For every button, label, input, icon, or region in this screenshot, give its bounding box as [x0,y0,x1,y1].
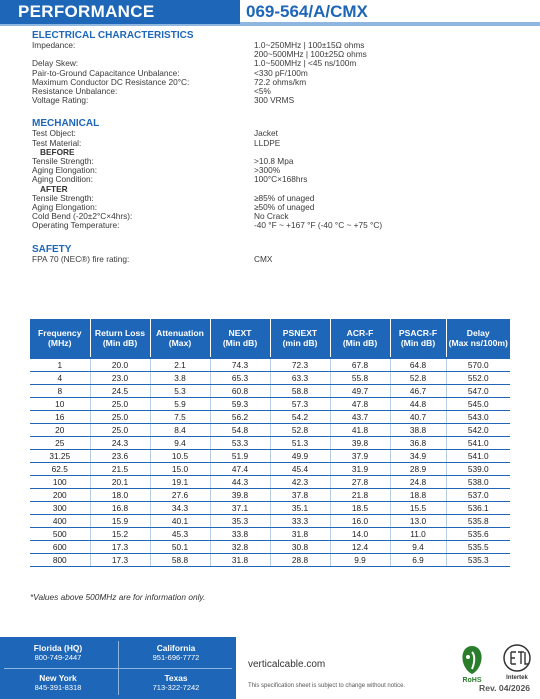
table-cell: 25.0 [90,398,150,411]
spec-row [32,221,512,230]
table-cell: 40.7 [390,411,446,424]
table-cell: 30.8 [270,541,330,554]
header-line: Return Loss [94,328,146,338]
spec-value: LLDPE [254,137,281,148]
table-cell: 64.8 [390,358,446,372]
table-cell: 8.4 [150,424,210,437]
header-line: (Max ns/100m) [448,338,508,348]
table-header-row [30,319,510,358]
office-name: California [156,643,196,653]
table-cell: 44.8 [390,398,446,411]
table-cell: 15.0 [150,463,210,476]
table-body [30,358,510,567]
table-row [30,476,510,489]
offices-panel [0,637,236,699]
spec-label: Cold Bend (-20±2°C×4hrs): [32,211,133,222]
table-cell: 1 [30,358,90,372]
header-line: (Min dB) [102,338,138,348]
office-name: Texas [164,673,188,683]
header-line: Attenuation [156,328,204,338]
table-cell: 52.8 [390,372,446,385]
table-row [30,502,510,515]
spec-row [32,255,512,264]
electrical-title: ELECTRICAL CHARACTERISTICS [32,30,194,41]
table-cell: 18.8 [390,489,446,502]
table-cell: 51.9 [210,450,270,463]
table-cell: 18.0 [90,489,150,502]
spec-value: >10.8 Mpa [254,156,294,167]
table-cell: 9.4 [390,541,446,554]
spec-label: Pair-to-Ground Capacitance Unbalance: [32,67,180,78]
table-cell: 16.0 [330,515,390,528]
spec-value: Jacket [254,128,278,139]
office-name: New York [39,673,77,683]
table-row [30,515,510,528]
table-cell: 31.9 [330,463,390,476]
table-row [30,489,510,502]
table-row [30,528,510,541]
header-line: (min dB) [282,338,318,348]
table-cell: 53.3 [210,437,270,450]
spec-value: 300 VRMS [254,95,295,106]
table-cell: 15.5 [390,502,446,515]
table-cell: 400 [30,515,90,528]
table-cell: 541.0 [446,450,510,463]
table-cell: 39.8 [330,437,390,450]
table-cell: 8 [30,385,90,398]
etl-label: Intertek [506,675,528,681]
table-cell: 10 [30,398,90,411]
table-cell: 14.0 [330,528,390,541]
header-line: Delay [466,328,490,338]
revision-text: Rev. 04/2026 [479,683,530,693]
table-row [30,437,510,450]
table-cell: 18.5 [330,502,390,515]
table-row [30,358,510,372]
spec-value: >300% [254,165,281,176]
table-cell: 63.3 [270,372,330,385]
table-row [30,450,510,463]
table-cell: 35.3 [210,515,270,528]
spec-label: Impedance: [32,40,76,50]
table-cell: 58.8 [150,554,210,567]
office-phone: 800-749-2447 [34,653,82,662]
website-link[interactable]: verticalcable.com [248,659,326,670]
table-cell: 541.0 [446,437,510,450]
table-cell: 9.9 [330,554,390,567]
table-cell: 59.3 [210,398,270,411]
table-cell: 570.0 [446,358,510,372]
table-cell: 24.5 [90,385,150,398]
table-cell: 51.3 [270,437,330,450]
table-cell: 11.0 [390,528,446,541]
table-cell: 20.1 [90,476,150,489]
table-cell: 21.5 [90,463,150,476]
spec-label: Delay Skew: [32,58,79,69]
table-cell: 543.0 [446,411,510,424]
table-cell: 547.0 [446,385,510,398]
table-cell: 5.9 [150,398,210,411]
header-line: PSNEXT [282,328,318,338]
table-cell: 47.8 [330,398,390,411]
table-cell: 42.3 [270,476,330,489]
table-row [30,385,510,398]
table-header-cell [330,319,390,358]
table-cell: 47.4 [210,463,270,476]
divider [4,668,232,669]
spec-label: Aging Elongation: [32,165,98,176]
spec-label: Resistance Unbalance: [32,86,118,97]
table-cell: 62.5 [30,463,90,476]
spec-label: Tensile Strength: [32,192,94,203]
table-cell: 538.0 [446,476,510,489]
table-cell: 38.8 [390,424,446,437]
performance-table-wrap [30,319,510,567]
table-cell: 31.8 [270,528,330,541]
table-cell: 55.8 [330,372,390,385]
table-cell: 15.2 [90,528,150,541]
table-row [30,463,510,476]
disclaimer-text: This specification sheet is subject to change without notice. [248,683,406,689]
table-cell: 15.9 [90,515,150,528]
table-row [30,398,510,411]
page-title: PERFORMANCE [18,2,155,21]
performance-table [30,319,510,567]
table-cell: 33.8 [210,528,270,541]
table-footnote: *Values above 500MHz are for information only. [30,592,206,602]
table-cell: 12.4 [330,541,390,554]
header-line: PSACR-F [398,328,438,338]
office-phone: 713-322-7242 [152,683,200,692]
table-cell: 23.6 [90,450,150,463]
table-cell: 45.3 [150,528,210,541]
spec-row [32,41,512,59]
rohs-leaf-icon [458,643,486,677]
table-cell: 13.0 [390,515,446,528]
table-cell: 54.8 [210,424,270,437]
table-cell: 535.8 [446,515,510,528]
spec-value: 72.2 ohms/km [254,76,307,87]
table-header-cell [446,319,510,358]
spec-value: No Crack [254,211,289,222]
table-cell: 60.8 [210,385,270,398]
table-cell: 56.2 [210,411,270,424]
spec-label: FPA 70 (NEC®) fire rating: [32,253,130,264]
header-line: (Min dB) [400,338,436,348]
spec-value: CMX [254,253,273,264]
spec-label: Test Object: [32,128,76,139]
office-california [126,643,226,662]
table-cell: 10.5 [150,450,210,463]
table-cell: 7.5 [150,411,210,424]
table-cell: 9.4 [150,437,210,450]
table-cell: 6.9 [390,554,446,567]
table-row [30,411,510,424]
table-cell: 500 [30,528,90,541]
spec-value: 1.0~500MHz | <45 ns/100m [254,58,357,69]
table-cell: 49.7 [330,385,390,398]
table-cell: 2.1 [150,358,210,372]
table-cell: 74.3 [210,358,270,372]
table-cell: 37.9 [330,450,390,463]
table-header-cell [210,319,270,358]
table-cell: 31.8 [210,554,270,567]
table-cell: 54.2 [270,411,330,424]
spec-value: 100°C×168hrs [254,174,308,185]
table-cell: 300 [30,502,90,515]
table-cell: 19.1 [150,476,210,489]
table-cell: 545.0 [446,398,510,411]
spec-label: Operating Temperature: [32,220,120,231]
table-cell: 3.8 [150,372,210,385]
table-cell: 4 [30,372,90,385]
spec-value: ≥85% of unaged [254,192,315,203]
spec-value: <330 pF/100m [254,67,308,78]
table-cell: 27.6 [150,489,210,502]
spec-label: Aging Elongation: [32,202,98,213]
header-line: NEXT [228,328,252,338]
table-cell: 16.8 [90,502,150,515]
header-line: (Min dB) [342,338,378,348]
part-code: 069-564/A/CMX [240,0,540,24]
spec-row [32,139,512,148]
header-line: (MHz) [48,338,72,348]
spec-row [32,96,512,105]
table-cell: 536.1 [446,502,510,515]
office-texas [126,673,226,692]
table-cell: 24.3 [90,437,150,450]
office-phone: 845-391-8318 [34,683,82,692]
table-cell: 65.3 [210,372,270,385]
table-cell: 31.25 [30,450,90,463]
table-cell: 27.8 [330,476,390,489]
spec-content [32,30,512,264]
table-cell: 34.3 [150,502,210,515]
mechanical-title: MECHANICAL [32,118,100,130]
header-line: (Max) [168,338,192,348]
office-name: Florida (HQ) [33,643,83,653]
before-subheading: BEFORE [40,146,75,157]
spec-label: Tensile Strength: [32,156,94,167]
table-cell: 23.0 [90,372,150,385]
header-line: Frequency [38,328,82,338]
spec-value: <5% [254,86,271,97]
table-cell: 41.8 [330,424,390,437]
table-header-cell [90,319,150,358]
table-cell: 5.3 [150,385,210,398]
spec-label: Maximum Conductor DC Resistance 20°C: [32,76,190,87]
table-cell: 37.1 [210,502,270,515]
table-cell: 25.0 [90,411,150,424]
table-cell: 45.4 [270,463,330,476]
table-cell: 25 [30,437,90,450]
table-header-cell [270,319,330,358]
table-cell: 28.8 [270,554,330,567]
rohs-label: RoHS [462,677,482,684]
table-row [30,541,510,554]
table-cell: 46.7 [390,385,446,398]
table-row [30,424,510,437]
table-header-cell [30,319,90,358]
table-cell: 535.3 [446,554,510,567]
spec-label: Aging Condition: [32,174,93,185]
table-cell: 67.8 [330,358,390,372]
table-cell: 40.1 [150,515,210,528]
table-cell: 25.0 [90,424,150,437]
spec-value: 200~500MHz | 100±25Ω ohms [254,49,367,60]
spec-value: ≥50% of unaged [254,202,315,213]
table-cell: 200 [30,489,90,502]
table-header-cell [390,319,446,358]
spec-label: Voltage Rating: [32,95,89,106]
table-cell: 57.3 [270,398,330,411]
table-cell: 58.8 [270,385,330,398]
table-row [30,372,510,385]
table-cell: 535.5 [446,541,510,554]
table-cell: 17.3 [90,541,150,554]
after-subheading: AFTER [40,183,68,194]
spec-value: -40 °F ~ +167 °F (-40 °C ~ +75 °C) [254,220,383,231]
spec-value: 1.0~250MHz | 100±15Ω ohms [254,40,365,50]
table-cell: 50.1 [150,541,210,554]
table-cell: 28.9 [390,463,446,476]
table-cell: 44.3 [210,476,270,489]
table-cell: 36.8 [390,437,446,450]
table-cell: 21.8 [330,489,390,502]
table-cell: 72.3 [270,358,330,372]
spec-row [32,175,512,184]
table-cell: 800 [30,554,90,567]
table-header-cell [150,319,210,358]
table-cell: 33.3 [270,515,330,528]
header-line: (Min dB) [222,338,258,348]
table-cell: 24.8 [390,476,446,489]
table-cell: 542.0 [446,424,510,437]
table-cell: 535.6 [446,528,510,541]
table-cell: 35.1 [270,502,330,515]
table-cell: 32.8 [210,541,270,554]
office-florida [8,643,108,662]
table-cell: 20 [30,424,90,437]
footer-info [236,637,540,699]
table-cell: 537.0 [446,489,510,502]
table-cell: 37.8 [270,489,330,502]
etl-listed-icon [502,643,532,675]
table-cell: 539.0 [446,463,510,476]
spec-label: Test Material: [32,137,82,148]
table-cell: 43.7 [330,411,390,424]
table-cell: 16 [30,411,90,424]
safety-title: SAFETY [32,243,72,255]
table-cell: 600 [30,541,90,554]
table-cell: 17.3 [90,554,150,567]
table-cell: 100 [30,476,90,489]
table-cell: 52.8 [270,424,330,437]
office-phone: 951-696-7772 [152,653,200,662]
table-cell: 552.0 [446,372,510,385]
header-line: ACR-F [346,328,374,338]
table-row [30,554,510,567]
office-new-york [8,673,108,692]
table-cell: 49.9 [270,450,330,463]
table-cell: 20.0 [90,358,150,372]
table-cell: 34.9 [390,450,446,463]
table-cell: 39.8 [210,489,270,502]
